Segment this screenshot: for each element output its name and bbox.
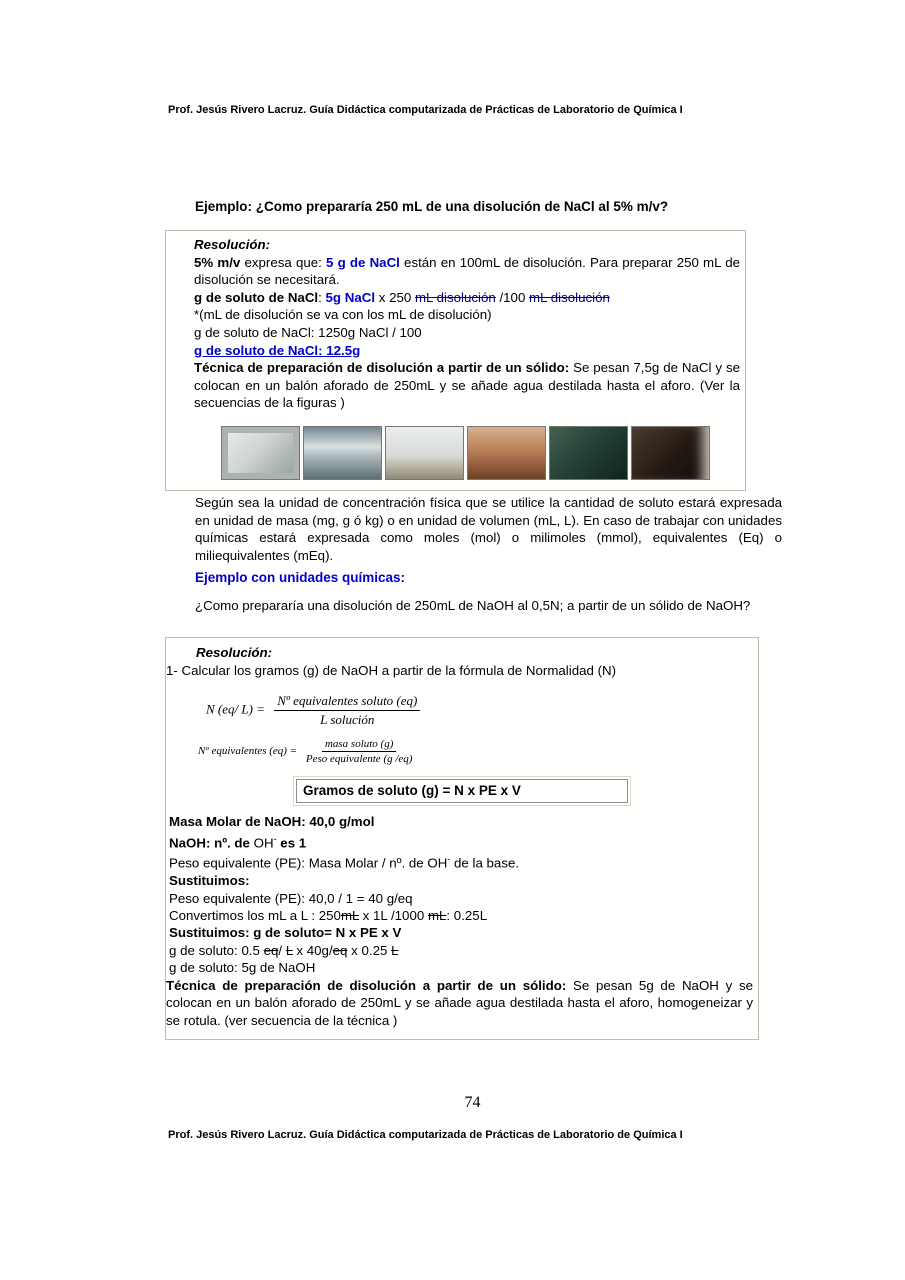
box2-step1: 1- Calcular los gramos (g) de NaOH a partir de la fórmula de Normalidad (N) <box>166 662 617 678</box>
header-text: Prof. Jesús Rivero Lacruz. Guía Didáctica computarizada de Prácticas de Laboratorio de Química I <box>168 104 683 116</box>
photo-volumetric-flask <box>631 426 710 480</box>
box1-result-line: g de soluto de NaCl: 12.5g <box>194 342 361 358</box>
cancelled-unit: mL disolución <box>414 289 496 305</box>
grams-nacl-highlight: 5 g de NaCl <box>326 254 400 270</box>
equivalents-formula <box>198 738 753 765</box>
box1-technique: Técnica de preparación de disolución a partir de un sólido: Se pesan 7,5g de NaCl y se colocan en un balón aforado de 250mL y se añade agua destilada hasta el aforo. (Ver la secuencias de la figuras ) <box>194 360 741 411</box>
box1-paragraph-3: *(mL de disolución se va con los mL de disolución) <box>194 307 492 323</box>
box1-paragraph-4: g de soluto de NaCl: 1250g NaCl / 100 <box>194 324 422 340</box>
photo-balance-pan <box>303 426 382 480</box>
formula1-lhs: N (eq/ L) = <box>206 701 265 717</box>
units-paragraph: Según sea la unidad de concentración física que se utilice la cantidad de soluto estará expresada en unidad de masa (mg, g ó kg) o en unidad de volumen (mL, L). En caso de trabajar con unidades químicas estará expresada como moles (mol) o milimoles (mmol), equivalentes (Eq) o miliequivalentes (mEq). <box>195 495 782 563</box>
ml-to-l-line: Convertimos los mL a L : 250mL x 1L /1000 mL: 0.25L <box>169 908 488 924</box>
formula2-fraction: $\frac{\text{masa soluto (g)}}{\text{Peso equivalente (g /eq)}}$ <box>305 738 413 766</box>
solute-result-line: g de soluto: 5g de NaOH <box>169 960 316 976</box>
oh-count-line: NaOH: nº. de OH- es 1 <box>169 833 307 851</box>
molar-mass-line: Masa Molar de NaOH: 40,0 g/mol <box>169 814 375 830</box>
photo-weighing-sample <box>385 426 464 480</box>
example1-title: Ejemplo: ¿Como prepararía 250 mL de una disolución de NaCl al 5% m/v? <box>195 199 669 214</box>
solute-calc-line: g de soluto: 0.5 eq/ L x 40g/eq x 0.25 L <box>169 942 399 958</box>
resolucion-label-1: Resolución: <box>194 237 271 252</box>
cancelled-unit: eq <box>263 942 279 958</box>
resolucion-label-2: Resolución: <box>196 645 273 660</box>
superscript-minus: - <box>273 833 277 844</box>
footer-text: Prof. Jesús Rivero Lacruz. Guía Didáctica computarizada de Prácticas de Laboratorio de Química I <box>168 1129 683 1141</box>
example2-heading: Ejemplo con unidades químicas: <box>195 570 406 585</box>
technique-lead: Técnica de preparación de disolución a partir de un sólido: <box>166 977 574 993</box>
example2-question: ¿Como prepararía una disolución de 250mL de NaOH al 0,5N; a partir de un sólido de NaOH? <box>195 598 751 613</box>
photo-analytical-balance <box>221 426 300 480</box>
photo-transfer-with-funnel <box>467 426 546 480</box>
box2-calculation-lines <box>169 813 749 977</box>
equivalent-weight-value-line: Peso equivalente (PE): 40,0 / 1 = 40 g/eq <box>169 890 413 906</box>
cancelled-unit: L <box>285 942 293 958</box>
cancelled-unit: mL <box>427 908 447 924</box>
cancelled-unit: mL disolución <box>529 289 610 305</box>
page-header <box>168 104 743 117</box>
formula1-fraction: $\frac{\text{Nº equivalentes soluto (eq)}}{\text{L solución}}$ <box>274 693 420 728</box>
page-number: 74 <box>464 1094 481 1111</box>
box1-paragraph-2: g de soluto de NaCl: 5g NaCl x 250 mL disolución /100 mL disolución <box>194 289 610 305</box>
page-footer <box>168 1129 743 1142</box>
box2-technique: Técnica de preparación de disolución a partir de un sólido: Se pesan 5g de NaOH y se colocan en un balón aforado de 250mL y se añade agua destilada hasta el aforo, homogeneizar y se rotula. (ver secuencia de la técnica ) <box>166 977 754 1028</box>
resolution-box-2 <box>165 637 759 1040</box>
pct-mv: 5% m/v <box>194 254 241 270</box>
formula2-lhs: Nº equivalentes (eq) = <box>198 745 298 758</box>
cancelled-unit: eq <box>332 942 348 958</box>
normality-formula <box>206 693 753 728</box>
cancelled-unit: mL <box>340 908 359 924</box>
cancelled-unit: L <box>391 942 399 958</box>
equivalent-weight-def-line: Peso equivalente (PE): Masa Molar / nº. de OH- de la base. <box>169 854 520 871</box>
procedure-photo-strip <box>221 426 740 480</box>
substitute-label-line: Sustituimos: <box>169 873 250 889</box>
box1-paragraph-1: 5% m/v expresa que: 5 g de NaCl están en 100mL de disolución. Para preparar 250 mL de disolución se necesitará. <box>194 254 740 288</box>
resolution-box-1 <box>165 230 746 491</box>
substitute-formula-line: Sustituimos: g de soluto= N x PE x V <box>169 925 402 941</box>
technique-lead: Técnica de preparación de disolución a partir de un sólido: <box>194 360 574 376</box>
superscript-minus: - <box>447 854 451 865</box>
grams-solute-formula-box: Gramos de soluto (g) = N x PE x V <box>296 779 628 803</box>
photo-pouring-solution <box>549 426 628 480</box>
